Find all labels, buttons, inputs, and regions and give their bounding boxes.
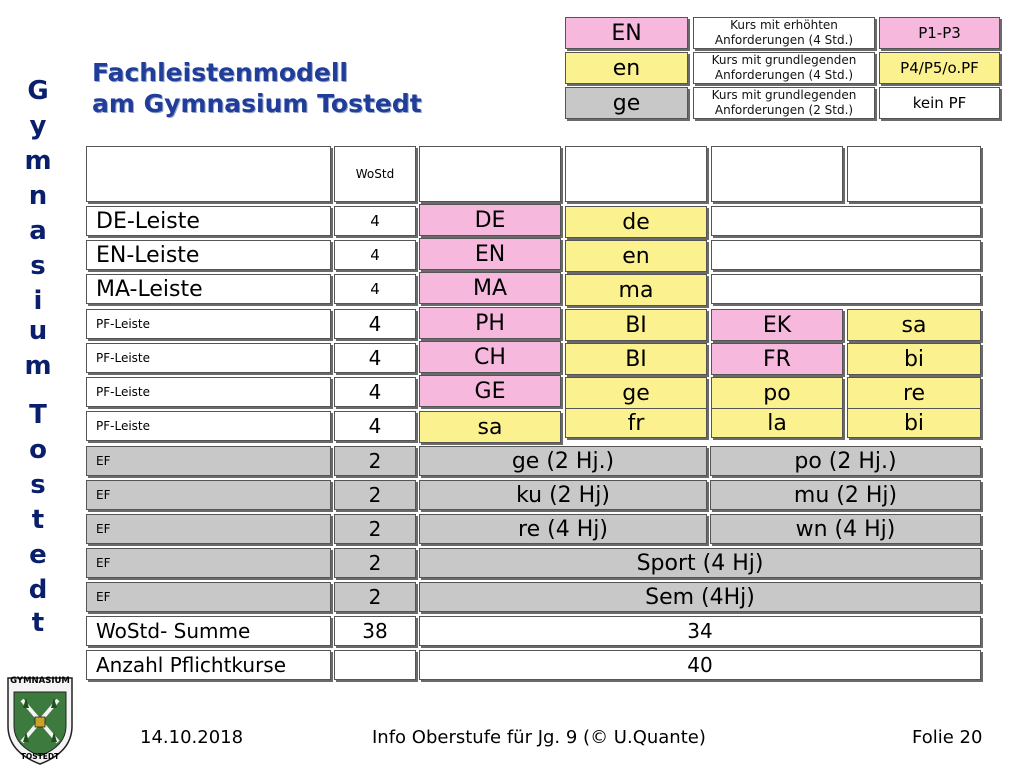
sidebar-letter: t — [31, 505, 45, 535]
course-cell: ma — [565, 274, 707, 306]
legend-description: Kurs mit erhöhten Anforderungen (4 Std.) — [693, 17, 875, 49]
sidebar-letter: T — [29, 400, 47, 430]
row-wostd: 4 — [334, 240, 416, 270]
sidebar-letter: s — [30, 470, 46, 500]
sidebar-letter: e — [29, 540, 47, 570]
ef-row-wostd: 2 — [334, 480, 416, 510]
sidebar-letter: m — [24, 146, 52, 176]
course-cell: GE — [419, 375, 561, 407]
ef-row-wostd: 2 — [334, 446, 416, 476]
page-title — [92, 57, 422, 119]
course-cell: bi — [847, 408, 981, 438]
course-cell-empty — [711, 206, 981, 236]
header-cell — [565, 146, 707, 202]
ef-course-cell: mu (2 Hj) — [710, 480, 981, 510]
ef-row-wostd: 2 — [334, 582, 416, 612]
course-cell: sa — [419, 411, 561, 443]
sidebar-letter: t — [31, 608, 45, 638]
sidebar-letter: s — [30, 251, 46, 281]
legend-code-en-lower: en — [565, 52, 688, 84]
legend-description: Kurs mit grundlegenden Anforderungen (4 Std.) — [693, 52, 875, 84]
legend-level: kein PF — [879, 87, 1000, 119]
school-crest-logo — [2, 674, 78, 766]
row-label: DE-Leiste — [86, 206, 331, 236]
course-cell: EN — [419, 238, 561, 270]
header-cell — [419, 146, 561, 202]
sidebar-letter: a — [29, 216, 47, 246]
ef-row-label: EF — [86, 514, 331, 544]
sidebar-letter: G — [27, 76, 49, 106]
sidebar-letter: u — [28, 316, 48, 346]
count-row-wostd — [334, 650, 416, 680]
sidebar-letter: m — [24, 351, 52, 381]
course-cell: MA — [419, 272, 561, 304]
course-cell: sa — [847, 309, 981, 341]
count-row-label: Anzahl Pflichtkurse — [86, 650, 331, 680]
title-line-1: Fachleistenmodell — [92, 58, 348, 87]
legend-code-en-upper: EN — [565, 17, 688, 49]
course-cell-empty — [711, 240, 981, 270]
header-wostd: WoStd — [334, 146, 416, 202]
ef-course-cell-full: Sport (4 Hj) — [419, 548, 981, 578]
course-cell: de — [565, 206, 707, 238]
row-label: PF-Leiste — [86, 377, 331, 407]
course-cell-empty — [711, 274, 981, 304]
crest-text-bottom: TOSTEDT — [20, 752, 60, 761]
ef-row-wostd: 2 — [334, 548, 416, 578]
footer-center: Info Oberstufe für Jg. 9 (© U.Quante) — [372, 727, 706, 748]
course-cell: la — [711, 408, 843, 438]
crest-text-top: GYMNASIUM — [10, 676, 70, 686]
row-wostd: 4 — [334, 411, 416, 441]
header-label-cell — [86, 146, 331, 202]
row-label: PF-Leiste — [86, 309, 331, 339]
course-cell: po — [711, 377, 843, 409]
course-cell: FR — [711, 343, 843, 375]
course-cell: EK — [711, 309, 843, 341]
row-wostd: 4 — [334, 377, 416, 407]
sidebar-letter: y — [29, 111, 47, 141]
footer-date: 14.10.2018 — [140, 727, 244, 748]
course-cell: ge — [565, 377, 707, 409]
ef-row-label: EF — [86, 548, 331, 578]
legend-level: P4/P5/o.PF — [879, 52, 1000, 84]
ef-course-cell-full: Sem (4Hj) — [419, 582, 981, 612]
sidebar-letter: d — [28, 575, 48, 605]
row-label: PF-Leiste — [86, 411, 331, 441]
ef-course-cell: re (4 Hj) — [419, 514, 707, 544]
row-wostd: 4 — [334, 206, 416, 236]
ef-row-label: EF — [86, 446, 331, 476]
course-cell: BI — [565, 343, 707, 375]
course-cell: DE — [419, 204, 561, 236]
row-wostd: 4 — [334, 309, 416, 339]
row-label: EN-Leiste — [86, 240, 331, 270]
sum-row-wostd: 38 — [334, 616, 416, 646]
course-cell: PH — [419, 307, 561, 339]
course-cell: bi — [847, 343, 981, 375]
course-cell: CH — [419, 341, 561, 373]
sidebar-letter: o — [29, 435, 47, 465]
legend-code-ge: ge — [565, 87, 688, 119]
header-cell — [847, 146, 981, 202]
legend-level: P1-P3 — [879, 17, 1000, 49]
sidebar-letter: i — [33, 286, 43, 316]
course-cell: BI — [565, 309, 707, 341]
ef-course-cell: ku (2 Hj) — [419, 480, 707, 510]
course-cell: en — [565, 240, 707, 272]
sum-row-value: 34 — [419, 616, 981, 646]
row-label: PF-Leiste — [86, 343, 331, 373]
ef-course-cell: po (2 Hj.) — [710, 446, 981, 476]
sidebar-letter: n — [28, 181, 48, 211]
ef-course-cell: ge (2 Hj.) — [419, 446, 707, 476]
ef-row-wostd: 2 — [334, 514, 416, 544]
course-cell: re — [847, 377, 981, 409]
title-line-2: am Gymnasium Tostedt — [92, 89, 422, 118]
row-wostd: 4 — [334, 343, 416, 373]
course-cell: fr — [565, 408, 707, 438]
row-wostd: 4 — [334, 274, 416, 304]
sum-row-label: WoStd- Summe — [86, 616, 331, 646]
ef-course-cell: wn (4 Hj) — [710, 514, 981, 544]
count-row-value: 40 — [419, 650, 981, 680]
legend-description: Kurs mit grundlegenden Anforderungen (2 Std.) — [693, 87, 875, 119]
header-cell — [711, 146, 843, 202]
row-label: MA-Leiste — [86, 274, 331, 304]
ef-row-label: EF — [86, 480, 331, 510]
footer-slide-number: Folie 20 — [912, 727, 983, 748]
ef-row-label: EF — [86, 582, 331, 612]
